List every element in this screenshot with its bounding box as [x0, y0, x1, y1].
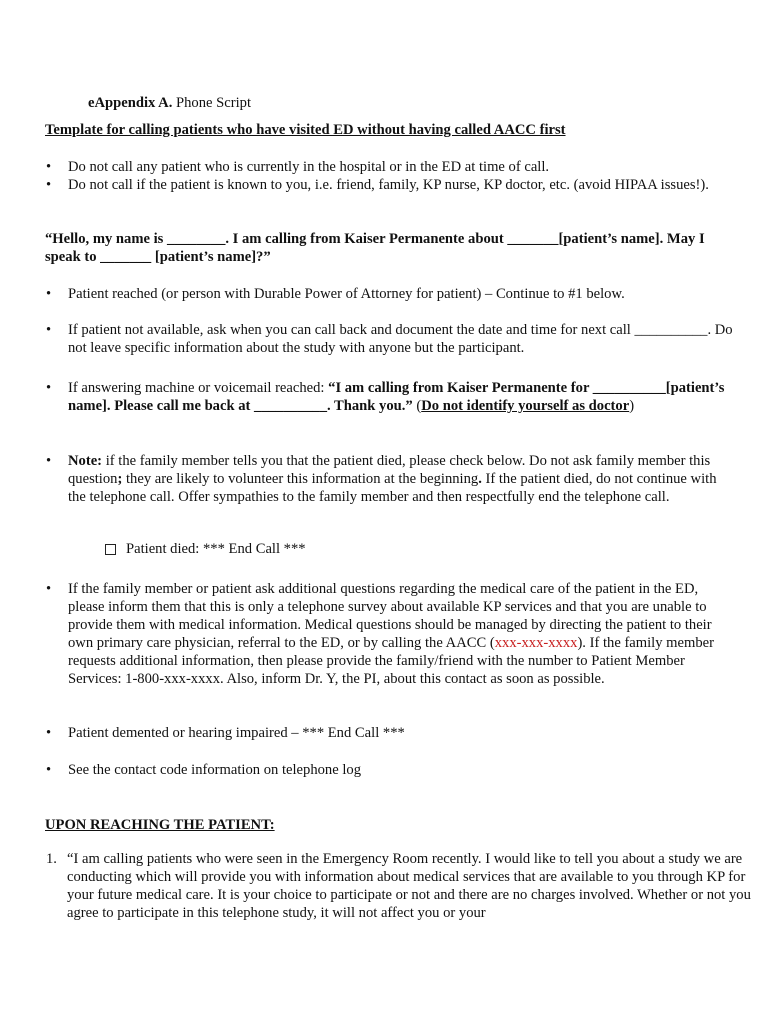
list-item: • Do not call if the patient is known to you, i.e. friend, family, KP nurse, KP doctor, etc. (avoid HIPAA issues!).	[46, 176, 736, 194]
list-item: • Patient reached (or person with Durable Power of Attorney for patient) – Continue to #1 below.	[46, 285, 736, 303]
template-subtitle: Template for calling patients who have visited ED without having called AACC first	[45, 122, 566, 138]
machine-open-paren: (	[412, 398, 422, 414]
appendix-name: Phone Script	[176, 95, 251, 111]
note-text-c: If the patient died, do not continue with the telephone call. Offer sympathies to the family member and then respectfully end the telephone call.	[68, 471, 717, 505]
aacc-phone: xxx-xxx-xxxx	[494, 635, 578, 651]
section-title: UPON REACHING THE PATIENT:	[45, 817, 275, 833]
note-semicolon: ;	[117, 471, 123, 487]
bullet-not-available	[46, 321, 736, 357]
list-item: • See the contact code information on telephone log	[46, 761, 736, 779]
item-text: “I am calling patients who were seen in the Emergency Room recently. I would like to tell you about a study we are conducting which will provide you with information about medical services that are available to you through KP for your future medical care. It is your choice to participate or not and there are no charges involved. Whether or not you agree to participate in this telephone study, it will not affect you or your	[67, 851, 751, 921]
checkbox-icon[interactable]	[105, 544, 116, 555]
machine-warning: Do not identify yourself as doctor	[421, 398, 630, 414]
patient-died-checkbox[interactable]	[105, 540, 306, 558]
greeting-script: “Hello, my name is ________. I am calling from Kaiser Permanente about _______[patient’s name]. May I speak to _______ [patient’s name]?”	[45, 231, 705, 265]
machine-intro: If answering machine or voicemail reached:	[68, 380, 329, 396]
bullet-contact-code	[46, 761, 736, 779]
list-item	[46, 452, 736, 506]
machine-script: “I am calling from Kaiser Permanente for __________[patient’s name]. Please call me back at __________. Thank you.”	[68, 380, 725, 414]
appendix-title	[88, 94, 251, 112]
list-item: • Patient demented or hearing impaired – *** End Call ***	[46, 724, 736, 742]
note-text-b: they are likely to volunteer this information at the beginning	[122, 471, 479, 487]
note-text-a: if the family member tells you that the patient died, please check below. Do not ask family member this question	[68, 453, 711, 487]
list-item	[46, 580, 736, 688]
bullet-note	[46, 452, 736, 506]
bullet-demented	[46, 724, 736, 742]
precondition-list	[46, 158, 736, 194]
note-period: .	[478, 471, 482, 487]
bullet-reached	[46, 285, 736, 303]
appendix-label: eAppendix A.	[88, 95, 173, 111]
bullet-family-questions	[46, 580, 736, 688]
list-item: • Do not call any patient who is currently in the hospital or in the ED at time of call.	[46, 158, 736, 176]
machine-close-paren: )	[629, 398, 635, 414]
family-text-a: If the family member or patient ask additional questions regarding the medical care of the patient in the ED, please inform them that this is only a telephone survey about available KP services and that you are unable to provide them with medical information. Medical questions should be managed by directing the patient to their own primary care physician, referral to the ED, or by calling the AACC (	[68, 581, 712, 651]
list-item: • If patient not available, ask when you can call back and document the date and time for next call __________. Do not leave specific information about the study with anyone but the participant.	[46, 321, 736, 357]
list-item	[46, 379, 736, 415]
bullet-answering-machine	[46, 379, 736, 415]
item-number: 1.	[46, 851, 57, 867]
patient-died-label: Patient died: *** End Call ***	[126, 541, 306, 557]
family-text-b: ). If the family member requests additional information, then please provide the family/friend with the number to Patient Member Services: 1-800-xxx-xxxx. Also, inform Dr. Y, the PI, about this contact as soon as possible.	[68, 635, 714, 687]
numbered-item-1	[46, 850, 757, 922]
note-label: Note:	[68, 453, 103, 469]
